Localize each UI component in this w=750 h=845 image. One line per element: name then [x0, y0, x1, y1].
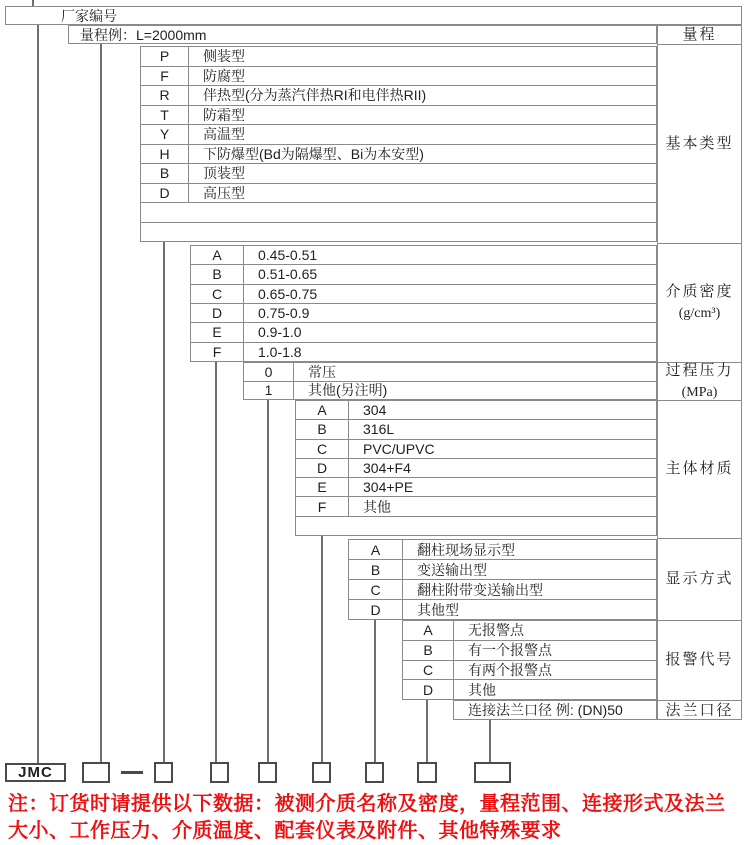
- density-desc-cell: 0.51-0.65: [258, 266, 318, 283]
- basic-code-cell: T: [141, 106, 189, 125]
- basic-code-cell: H: [141, 145, 189, 164]
- category-label-material: [658, 401, 741, 539]
- empty-row-cell: [141, 203, 656, 222]
- material-desc-cell: PVC/UPVC: [363, 440, 435, 457]
- display-desc-cell: 变送输出型: [417, 561, 487, 578]
- density-desc-cell: 0.65-0.75: [258, 285, 318, 302]
- category-label-text: 法兰口径: [665, 702, 734, 719]
- code-blank-box-5: [312, 762, 331, 783]
- section-density: [190, 245, 657, 362]
- code-blank-box-8: [474, 762, 511, 783]
- connector-line-7: [374, 620, 376, 763]
- density-row-D: [191, 303, 656, 322]
- empty-row-cell: [296, 517, 656, 535]
- material-desc-cell: 304+F4: [363, 459, 411, 476]
- display-row-B: [349, 559, 656, 579]
- display-row-C: [349, 579, 656, 599]
- order-note-line-2: 大小、工作压力、介质温度、配套仪表及附件、其他特殊要求: [8, 820, 562, 842]
- alarm-desc-cell: 有两个报警点: [468, 661, 552, 678]
- display-desc-cell: 翻柱附带变送输出型: [417, 581, 543, 598]
- density-row-E: [191, 322, 656, 341]
- density-code-cell: A: [191, 246, 244, 264]
- density-desc-cell: 0.75-0.9: [258, 305, 310, 322]
- range-example-row: [68, 25, 657, 44]
- flange-desc-cell: 连接法兰口径 例: (DN)50: [468, 702, 623, 718]
- material-code-cell: B: [296, 420, 349, 438]
- density-desc-cell: 0.9-1.0: [258, 324, 302, 341]
- alarm-row-A: [403, 621, 656, 640]
- material-code-cell: A: [296, 401, 349, 419]
- material-code-cell: E: [296, 478, 349, 496]
- category-label-text: 显示方式: [665, 571, 734, 587]
- code-blank-box-6: [365, 762, 384, 783]
- connector-line-1: [37, 25, 39, 763]
- material-desc-cell: 304: [363, 402, 387, 419]
- density-row-B: [191, 264, 656, 283]
- material-row-blank-6: [296, 516, 656, 535]
- basic-desc-cell: 伴热型(分为蒸汽伴热RI和电伴热RII): [203, 87, 427, 104]
- display-desc-cell: 其他型: [417, 601, 459, 618]
- pressure-row-0: [244, 363, 656, 381]
- category-label-range: [658, 26, 741, 45]
- section-alarm: [402, 620, 657, 700]
- basic-code-cell: D: [141, 184, 189, 203]
- connector-line-6: [321, 536, 323, 763]
- basic-row-D: [141, 183, 656, 203]
- basic-desc-cell: 顶装型: [203, 165, 245, 182]
- density-row-A: [191, 246, 656, 264]
- material-code-cell: F: [296, 497, 349, 515]
- pressure-desc-cell: 其他(另注明): [308, 382, 388, 399]
- code-blank-box-7: [417, 762, 437, 783]
- basic-row-B: [141, 163, 656, 183]
- material-row-A: [296, 401, 656, 419]
- basic-code-cell: R: [141, 86, 189, 105]
- section-display: [348, 539, 657, 620]
- flange-row-blank-0: [454, 701, 656, 719]
- basic-row-T: [141, 105, 656, 125]
- material-row-B: [296, 419, 656, 438]
- code-separator-dash: [121, 771, 143, 774]
- display-code-cell: A: [349, 540, 403, 559]
- category-label-text: (g/cm³): [678, 306, 721, 321]
- category-label-text: (MPa): [681, 384, 718, 400]
- basic-code-cell: F: [141, 67, 189, 86]
- model-prefix-box: JMC: [5, 763, 66, 782]
- material-desc-cell: 其他: [363, 498, 391, 515]
- density-code-cell: D: [191, 304, 244, 322]
- basic-desc-cell: 下防爆型(Bd为隔爆型、Bi为本安型): [203, 145, 424, 162]
- connector-line-9: [489, 720, 491, 763]
- basic-row-blank-9: [141, 222, 656, 242]
- alarm-desc-cell: 有一个报警点: [468, 642, 552, 659]
- basic-desc-cell: 防霜型: [203, 106, 245, 123]
- range-example-label: 量程例：L=2000mm: [80, 26, 207, 43]
- pressure-code-cell: 0: [244, 363, 294, 381]
- category-column: [657, 25, 742, 720]
- alarm-code-cell: C: [403, 661, 454, 680]
- category-label-text: 过程压力: [665, 362, 734, 379]
- material-code-cell: C: [296, 440, 349, 458]
- alarm-row-C: [403, 660, 656, 680]
- basic-desc-cell: 防腐型: [203, 67, 245, 84]
- basic-row-blank-8: [141, 202, 656, 222]
- category-label-density: [658, 244, 741, 363]
- connector-line-2: [100, 44, 102, 763]
- category-label-text: 量程: [682, 26, 717, 43]
- basic-desc-cell: 侧装型: [203, 48, 245, 65]
- display-code-cell: D: [349, 600, 403, 619]
- connector-line-3: [163, 242, 165, 763]
- pressure-row-1: [244, 381, 656, 400]
- alarm-code-cell: A: [403, 621, 454, 640]
- pressure-code-cell: 1: [244, 382, 294, 400]
- code-blank-box-4: [258, 762, 277, 783]
- manufacturer-code-box: [5, 6, 742, 25]
- basic-desc-cell: 高压型: [203, 184, 245, 201]
- alarm-row-D: [403, 679, 656, 699]
- manufacturer-code-label: 厂家编号: [61, 7, 117, 24]
- section-material: [295, 400, 657, 536]
- density-code-cell: F: [191, 343, 244, 361]
- display-row-D: [349, 599, 656, 619]
- section-basic: [140, 46, 657, 242]
- category-label-text: 介质密度: [665, 284, 734, 300]
- basic-code-cell: Y: [141, 125, 189, 144]
- connector-line-5: [267, 400, 269, 763]
- density-code-cell: E: [191, 323, 244, 341]
- display-code-cell: B: [349, 560, 403, 579]
- material-row-C: [296, 439, 656, 458]
- display-row-A: [349, 540, 656, 559]
- pressure-desc-cell: 常压: [308, 363, 336, 380]
- density-row-C: [191, 284, 656, 303]
- density-row-F: [191, 342, 656, 361]
- basic-row-P: [141, 47, 656, 66]
- density-code-cell: C: [191, 285, 244, 303]
- basic-row-H: [141, 144, 656, 164]
- alarm-row-B: [403, 640, 656, 660]
- basic-desc-cell: 高温型: [203, 126, 245, 143]
- empty-row-cell: [141, 223, 656, 242]
- category-label-text: 基本类型: [665, 135, 734, 152]
- category-label-alarm: [658, 621, 741, 701]
- material-desc-cell: 316L: [363, 421, 395, 438]
- material-row-F: [296, 496, 656, 515]
- section-flange: [453, 700, 657, 720]
- alarm-desc-cell: 无报警点: [468, 622, 524, 639]
- code-blank-box-3: [210, 762, 229, 783]
- basic-row-F: [141, 66, 656, 86]
- basic-row-Y: [141, 124, 656, 144]
- basic-code-cell: P: [141, 47, 189, 66]
- alarm-code-cell: D: [403, 680, 454, 699]
- display-code-cell: C: [349, 580, 403, 599]
- order-note: [8, 791, 746, 845]
- category-label-pressure: [658, 363, 741, 401]
- connector-line-4: [215, 362, 217, 763]
- order-note-line-1: 注：订货时请提供以下数据：被测介质名称及密度，量程范围、连接形式及法兰: [8, 793, 726, 815]
- material-desc-cell: 304+PE: [363, 479, 414, 496]
- connector-line-8: [426, 700, 428, 763]
- code-blank-box-1: [82, 762, 110, 783]
- category-label-flange: [658, 701, 741, 721]
- category-label-display: [658, 539, 741, 621]
- category-label-text: 主体材质: [665, 461, 734, 477]
- material-row-E: [296, 477, 656, 496]
- category-label-basic: [658, 45, 741, 244]
- material-code-cell: D: [296, 459, 349, 477]
- alarm-desc-cell: 其他: [468, 681, 496, 698]
- basic-code-cell: B: [141, 164, 189, 183]
- section-pressure: [243, 362, 657, 400]
- code-blank-box-2: [154, 762, 173, 783]
- display-desc-cell: 翻柱现场显示型: [417, 541, 515, 558]
- material-row-D: [296, 458, 656, 477]
- density-code-cell: B: [191, 265, 244, 283]
- alarm-code-cell: B: [403, 641, 454, 660]
- density-desc-cell: 1.0-1.8: [258, 343, 302, 360]
- density-desc-cell: 0.45-0.51: [258, 247, 318, 264]
- category-label-text: 报警代号: [665, 652, 734, 668]
- basic-row-R: [141, 85, 656, 105]
